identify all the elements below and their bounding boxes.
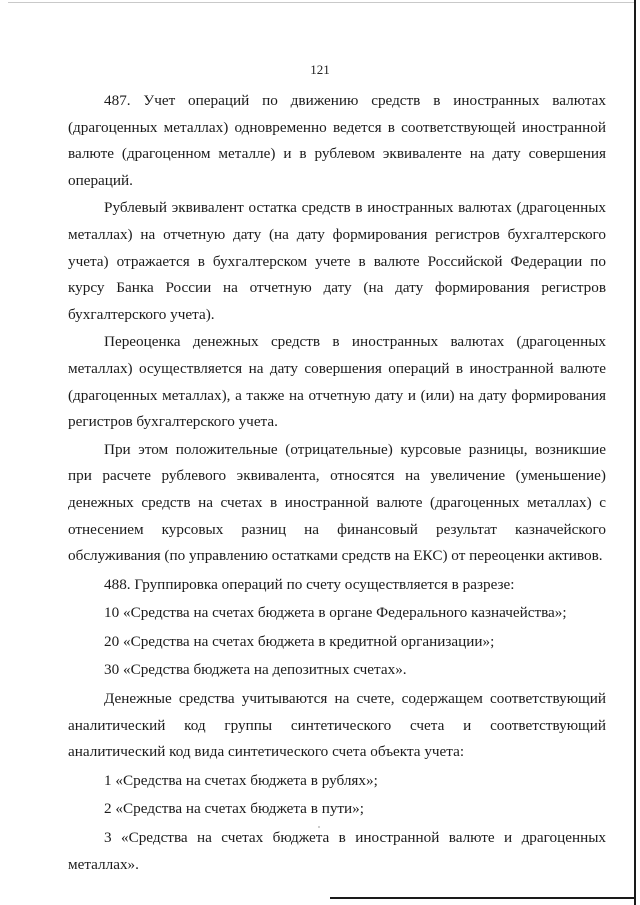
list-item-10: 10 «Средства на счетах бюджета в органе Федерального казначейства»; bbox=[104, 604, 567, 622]
paragraph-ruble-equivalent: Рублевый эквивалент остатка средств в иностранных валютах (драгоценных металлах) на отчетную дату (на дату формирования регистров бухгалтерского учета) отражается в бухгалтерском учете в валюте Российской Федерации по курсу Банка России на отчетную дату (на дату формирования регистров бухгалтерского учета). bbox=[68, 199, 606, 323]
paragraph-analytic-codes: Денежные средства учитываются на счете, содержащем соответствующий аналитический код группы синтетического счета и соответствующий аналитический код вида синтетического счета объекта учета: bbox=[68, 690, 606, 761]
scan-edge-bottom bbox=[330, 897, 634, 899]
list-item-3: 3 «Средства на счетах бюджета в иностранной валюте и драгоценных металлах». bbox=[68, 829, 606, 873]
scan-edge-top bbox=[8, 2, 634, 3]
document-body bbox=[68, 88, 606, 878]
paragraph-exchange-differences: При этом положительные (отрицательные) курсовые разницы, возникшие при расчете рублевого эквивалента, относятся на увеличение (уменьшение) денежных средств на счетах в иностранной валюте (драгоценных металлах) с отнесением курсовых разниц на финансовый результат казначейского обслуживания (по управлению остатками средств на ЕКС) от переоценки активов. bbox=[68, 440, 606, 565]
paragraph-487: 487. Учет операций по движению средств в иностранных валютах (драгоценных металлах) одновременно ведется в соответствующей иностранной валюте (драгоценном металле) и в рублевом эквиваленте на дату совершения операций. bbox=[68, 92, 606, 189]
paragraph-revaluation: Переоценка денежных средств в иностранных валютах (драгоценных металлах) осуществляется на дату совершения операций в иностранной валюте (драгоценных металлах), а также на отчетную дату и (или) на дату формирования регистров бухгалтерского учета. bbox=[68, 333, 606, 431]
list-item-20: 20 «Средства на счетах бюджета в кредитной организации»; bbox=[104, 632, 495, 650]
list-item-2: 2 «Средства на счетах бюджета в пути»; bbox=[104, 800, 364, 818]
page-number: 121 bbox=[310, 62, 330, 77]
scan-edge-right bbox=[634, 0, 636, 905]
paragraph-488: 488. Группировка операций по счету осуществляется в разрезе: bbox=[104, 575, 515, 593]
scan-speck bbox=[318, 826, 320, 828]
list-item-30: 30 «Средства бюджета на депозитных счетах». bbox=[104, 661, 407, 679]
list-item-1: 1 «Средства на счетах бюджета в рублях»; bbox=[104, 771, 378, 789]
